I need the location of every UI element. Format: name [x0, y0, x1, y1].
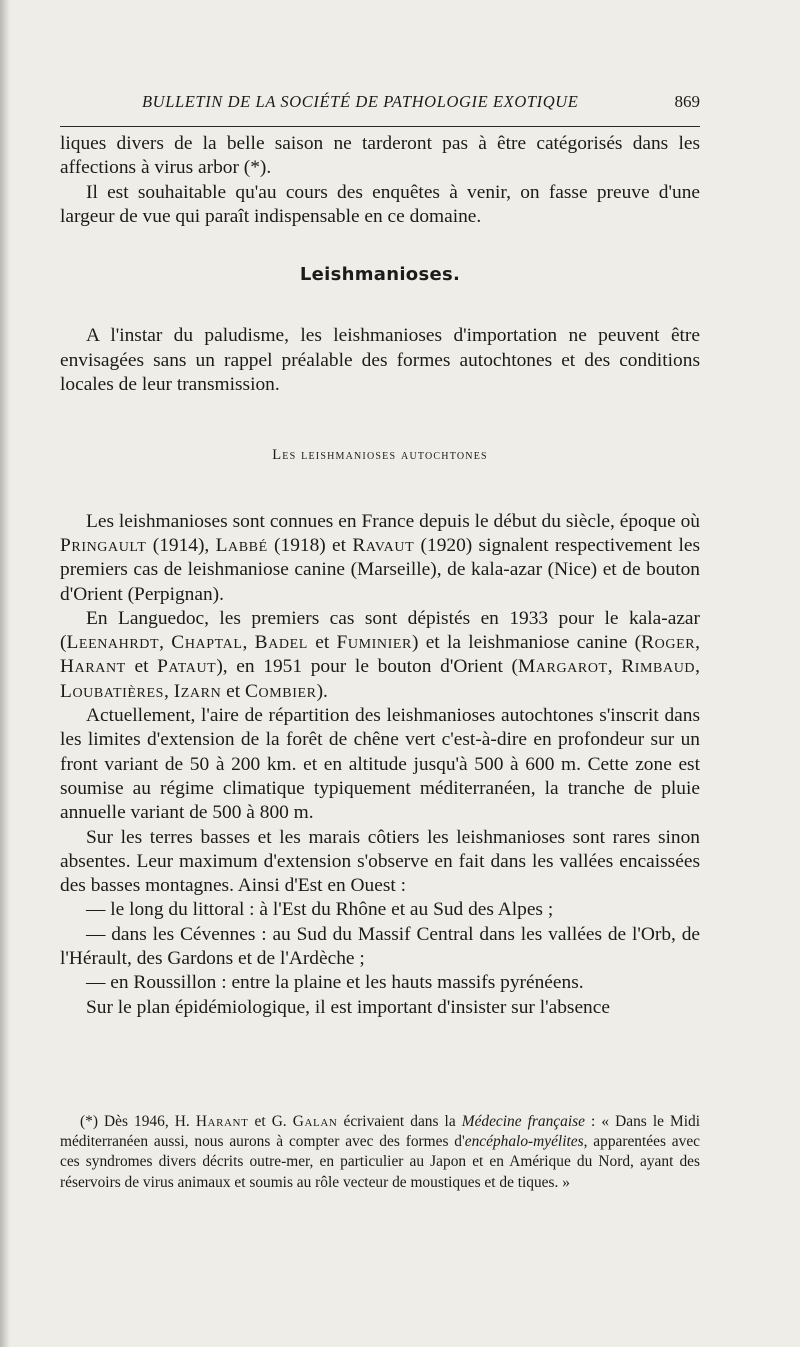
author-name: Labbé [215, 534, 268, 556]
text-run: , [164, 680, 174, 702]
paragraph: Il est souhaitable qu'au cours des enquêtes à venir, on fasse preuve d'une largeur de vue qui paraît indispensable en ce domaine. [60, 181, 700, 227]
author-name: Harant [60, 656, 126, 678]
text-run: (1914), [146, 534, 216, 556]
author-name: Harant [195, 1113, 249, 1130]
journal-title: Médecine française [461, 1113, 585, 1130]
author-name: Pataut [157, 656, 217, 678]
page-number: 869 [674, 92, 700, 111]
paragraph: Actuellement, l'aire de répartition des leishmanioses autochtones s'inscrit dans les limites d'extension de la forêt de chêne vert c'est-à-dire en profondeur sur un front variant de 50 à 200 km. et en altitude jusqu'à 500 à 600 m. Cette zone est soumise au régime climatique typiquement méditerranéen, la tranche de pluie annuelle variant de 500 à 800 m. [60, 705, 700, 824]
text-run: et [125, 656, 158, 678]
text-run: En Languedoc, les premiers cas sont dépistés en 1933 pour le kala-azar ( [60, 607, 700, 654]
list-item: — en Roussillon : entre la plaine et les hauts massifs pyrénéens. [86, 972, 584, 994]
author-name: Loubatières [60, 680, 165, 702]
list-item: — dans les Cévennes : au Sud du Massif Central dans les vallées de l'Orb, de l'Hérault, des Gardons et de l'Ardèche ; [60, 923, 700, 970]
text-run: ) et la leishmaniose canine ( [411, 632, 642, 654]
text-run: ), en 1951 pour le bouton d'Orient ( [216, 656, 518, 678]
paragraph [60, 607, 700, 704]
italic-term: encéphalo-myélites [464, 1133, 584, 1151]
text-run: ). [316, 680, 328, 702]
text-run: , [695, 632, 701, 654]
author-name: Fuminier [336, 632, 412, 654]
author-name: Chaptal [171, 632, 243, 654]
author-name: Pringault [60, 534, 147, 556]
text-run: (1920) signalent respectivement les premiers cas de leishmaniose canine (Marseille), de kala-azar (Nice) et de bouton d'Orient (Perpignan). [60, 534, 701, 605]
text-run: et [221, 680, 245, 702]
text-run: , [607, 656, 622, 678]
text-run: (*) Dès 1946, H. [80, 1113, 196, 1130]
page-header [60, 92, 700, 122]
paragraph: A l'instar du paludisme, les leishmanioses d'importation ne peuvent être envisagées sans un rappel préalable des formes autochtones et des conditions locales de leur transmission. [60, 325, 700, 396]
text-run: et [307, 632, 337, 654]
text-run: , [695, 656, 700, 678]
text-run: (1918) et [267, 534, 353, 556]
author-name: Galan [292, 1113, 338, 1130]
paragraph: liques divers de la belle saison ne tarderont pas à être catégorisés dans les affections à virus arbor (*). [60, 133, 700, 179]
author-name: Izarn [173, 680, 222, 702]
text-run: , apparentées avec ces syndromes divers décrits outre-mer, en particulier au Japon et en Amérique du Nord, ayant des réservoirs de virus animaux et soumis au rôle vecteur de moustiques et de tiques. » [60, 1133, 700, 1191]
subsection-title: Les leishmanioses autochtones [272, 447, 488, 464]
author-name: Leenahrdt [66, 632, 160, 654]
author-name: Badel [254, 632, 308, 654]
list-item: — le long du littoral : à l'Est du Rhône et au Sud des Alpes ; [86, 899, 554, 921]
section-title: Leishmanioses. [299, 264, 461, 286]
footnote [60, 1112, 700, 1193]
paragraph: Sur les terres basses et les marais côtiers les leishmanioses sont rares sinon absentes. Leur maximum d'extension s'observe en fait dans les vallées encaissées des basses montagnes. Ainsi d'Est en Ouest : [60, 826, 700, 897]
author-name: Roger [641, 632, 696, 654]
text-run: , [242, 632, 255, 654]
text-run: écrivaient dans la [337, 1113, 462, 1130]
header-rule [60, 126, 700, 127]
text-run: et G. [248, 1113, 293, 1130]
text-run: , [159, 632, 172, 654]
paragraph: Sur le plan épidémiologique, il est important d'insister sur l'absence [86, 996, 610, 1018]
footnote-text [60, 1112, 700, 1193]
running-head: BULLETIN DE LA SOCIÉTÉ DE PATHOLOGIE EXOTIQUE [142, 92, 579, 111]
text-run: : « Dans le Midi méditerranéen aussi, nous aurons à compter avec des formes d' [60, 1113, 700, 1151]
author-name: Combier [245, 680, 317, 702]
author-name: Ravaut [352, 534, 415, 556]
text-run: Les leishmanioses sont connues en France depuis le début du siècle, époque où [86, 510, 700, 532]
paragraph [60, 510, 700, 607]
body-text [60, 132, 700, 1020]
author-name: Rimbaud [621, 656, 696, 678]
author-name: Margarot [517, 656, 608, 678]
page-gutter-shadow [0, 0, 10, 1347]
